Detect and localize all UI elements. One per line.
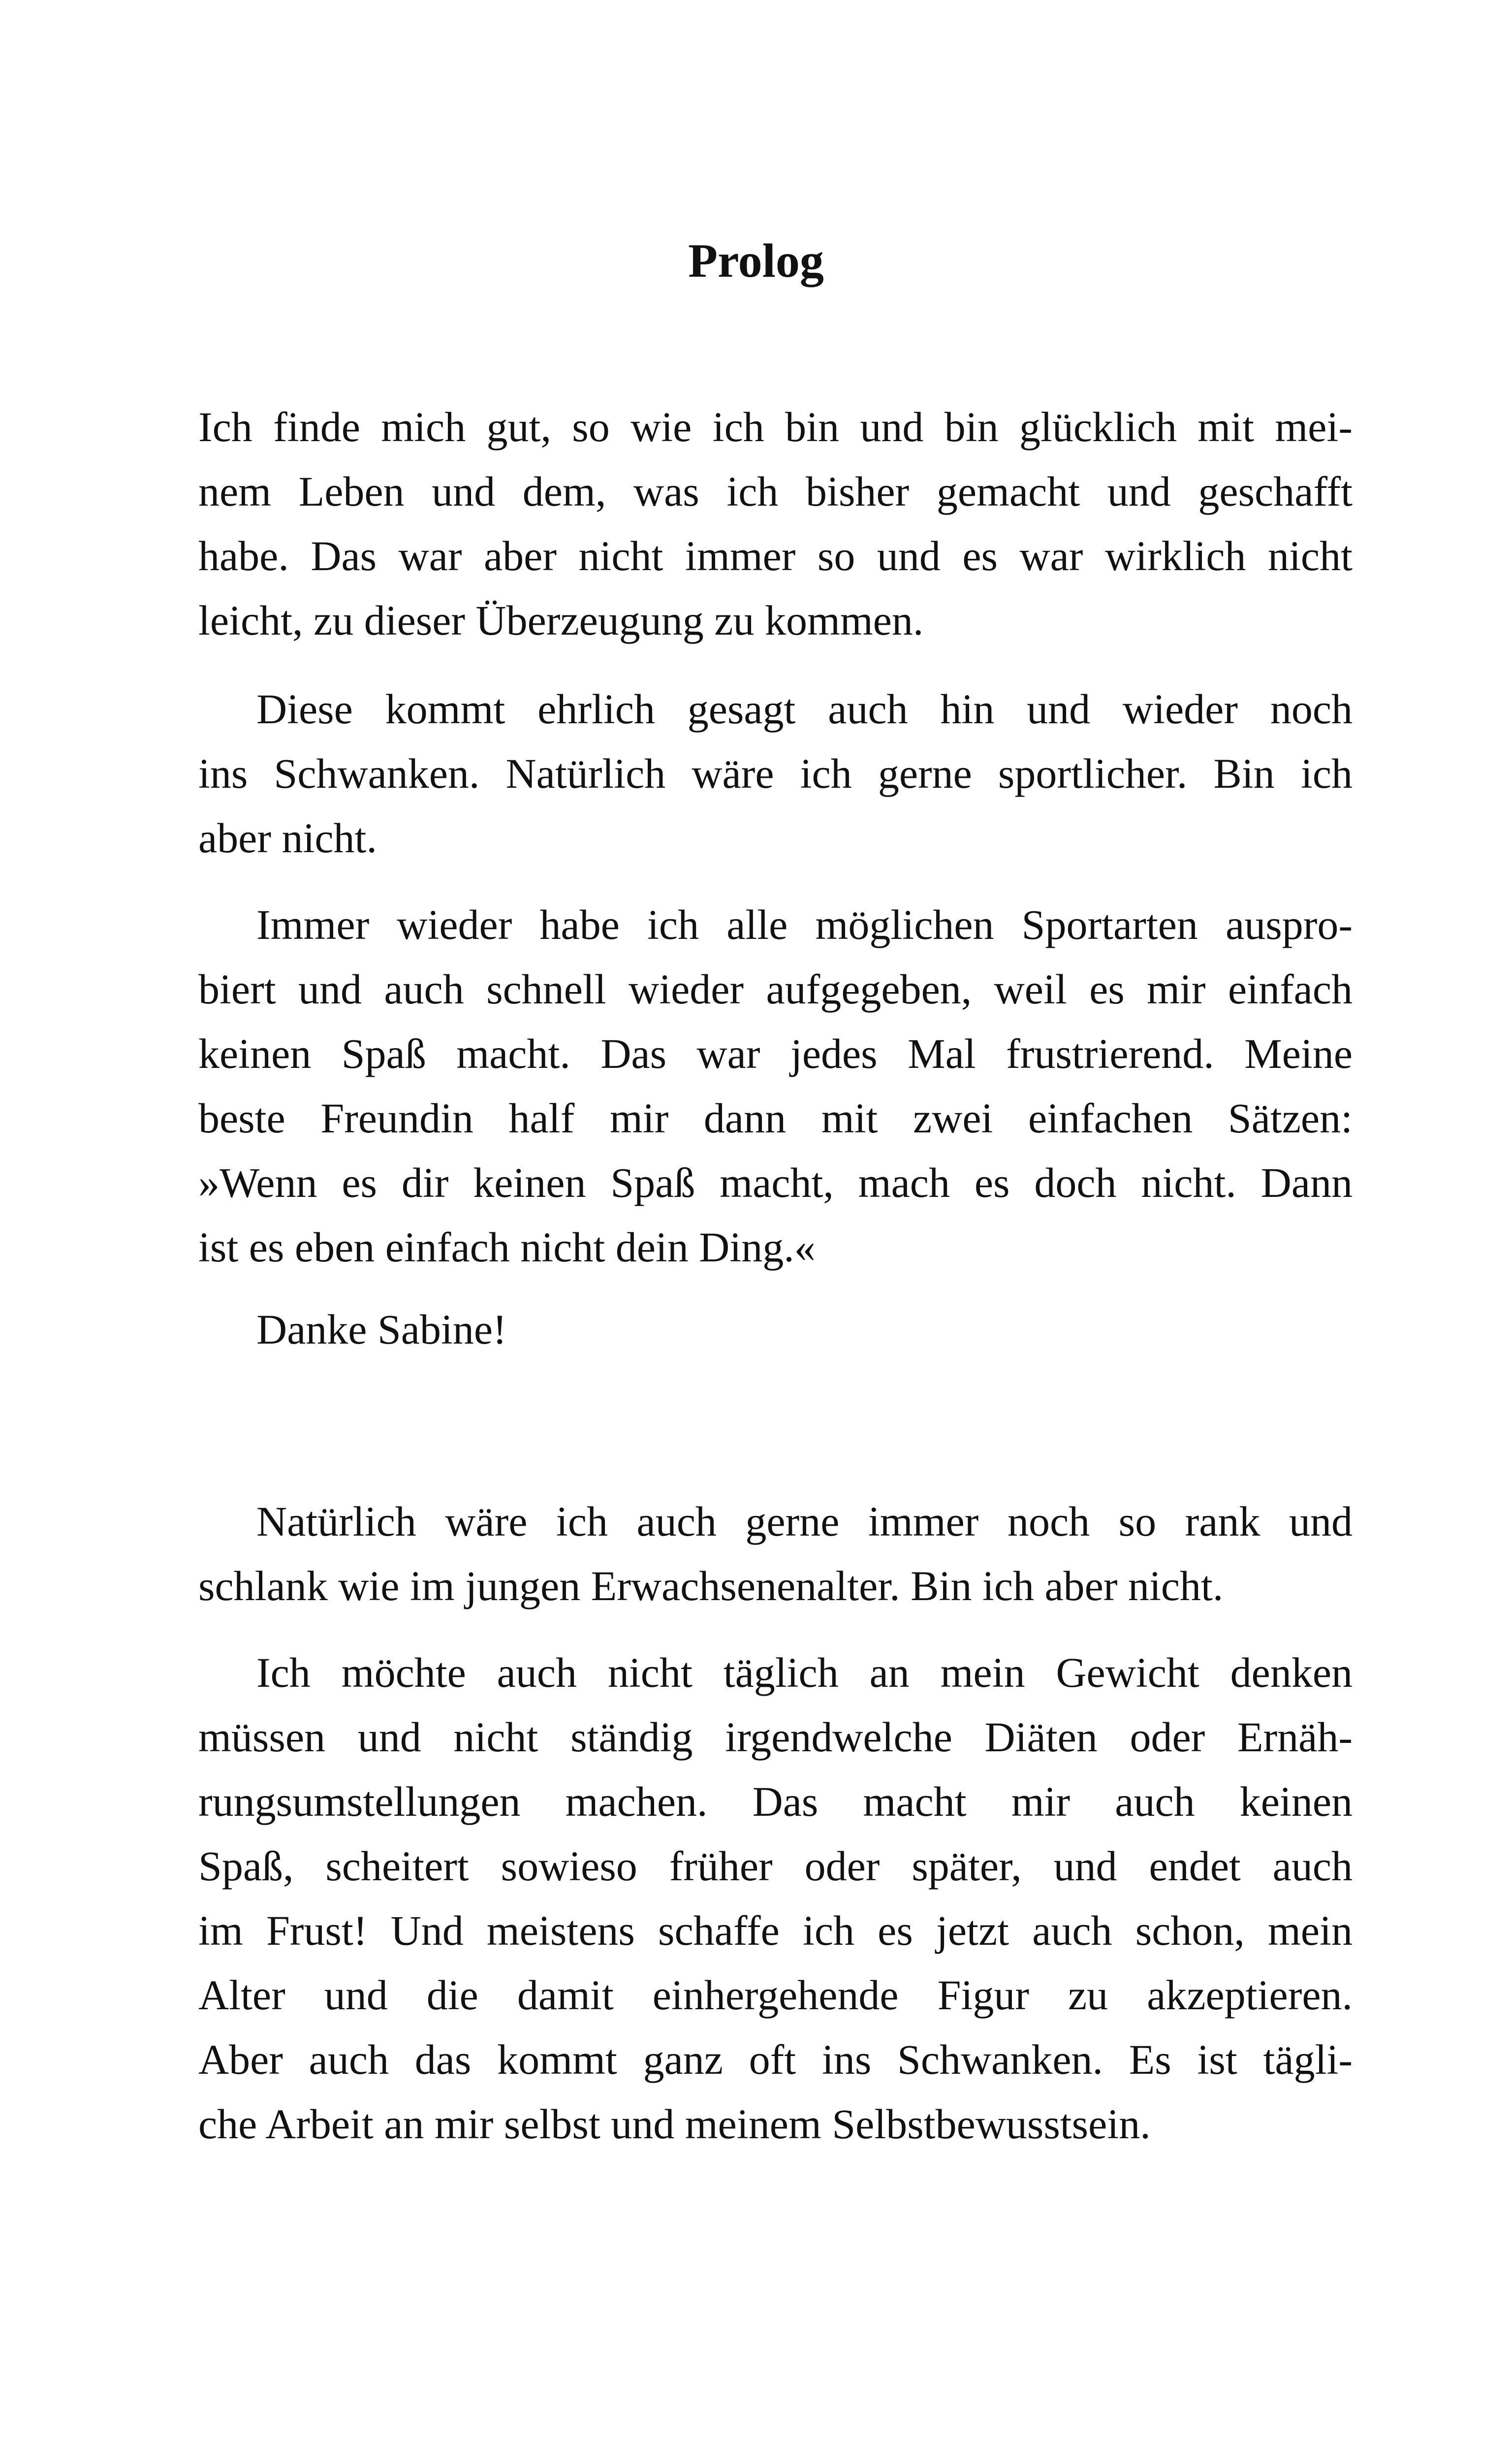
paragraph-line: schlank wie im jungen Erwachsenenalter. Bin ich aber nicht. <box>198 1562 1224 1609</box>
paragraph-1 <box>198 395 1353 653</box>
paragraph-line: beste Freundin half mir dann mit zwei einfachen Sätzen: <box>198 1094 1353 1142</box>
paragraph-line: rungsumstellungen machen. Das macht mir auch keinen <box>198 1778 1353 1825</box>
chapter-title: Prolog <box>688 234 824 288</box>
paragraph-line: Aber auch das kommt ganz oft ins Schwanken. Es ist tägli- <box>198 2036 1353 2083</box>
paragraph-line: Ich möchte auch nicht täglich an mein Gewicht denken <box>256 1649 1353 1696</box>
paragraph-line: Danke Sabine! <box>256 1306 507 1353</box>
paragraph-line: keinen Spaß macht. Das war jedes Mal frustrierend. Meine <box>198 1030 1353 1077</box>
paragraph-line: im Frust! Und meistens schaffe ich es jetzt auch schon, mein <box>198 1907 1353 1954</box>
paragraph-line: Immer wieder habe ich alle möglichen Sportarten auspro- <box>256 901 1353 948</box>
paragraph-line: nem Leben und dem, was ich bisher gemacht und geschafft <box>198 468 1353 515</box>
paragraph-line: ins Schwanken. Natürlich wäre ich gerne sportlicher. Bin ich <box>198 750 1353 797</box>
paragraph-5 <box>198 1489 1353 1618</box>
paragraph-line: aber nicht. <box>198 814 377 862</box>
paragraph-line: leicht, zu dieser Überzeugung zu kommen. <box>198 597 924 644</box>
paragraph-line: »Wenn es dir keinen Spaß macht, mach es doch nicht. Dann <box>198 1159 1353 1206</box>
paragraph-line: habe. Das war aber nicht immer so und es war wirklich nicht <box>198 532 1353 579</box>
paragraph-line: Natürlich wäre ich auch gerne immer noch so rank und <box>256 1498 1353 1545</box>
paragraph-line: Ich finde mich gut, so wie ich bin und bin glücklich mit mei- <box>198 403 1353 450</box>
paragraph-6 <box>198 1640 1353 2156</box>
paragraph-line: müssen und nicht ständig irgendwelche Diäten oder Ernäh- <box>198 1713 1353 1761</box>
paragraph-line: ist es eben einfach nicht dein Ding.« <box>198 1223 816 1271</box>
paragraph-line: Diese kommt ehrlich gesagt auch hin und wieder noch <box>256 685 1353 733</box>
paragraph-line: biert und auch schnell wieder aufgegeben, weil es mir einfach <box>198 965 1353 1013</box>
paragraph-line: Alter und die damit einhergehende Figur zu akzeptieren. <box>198 1971 1353 2019</box>
paragraph-2 <box>198 677 1353 870</box>
paragraph-line: che Arbeit an mir selbst und meinem Selbstbewusstsein. <box>198 2100 1151 2148</box>
paragraph-4 <box>198 1297 1353 1362</box>
paragraph-3 <box>198 893 1353 1280</box>
paragraph-line: Spaß, scheitert sowieso früher oder später, und endet auch <box>198 1842 1353 1890</box>
